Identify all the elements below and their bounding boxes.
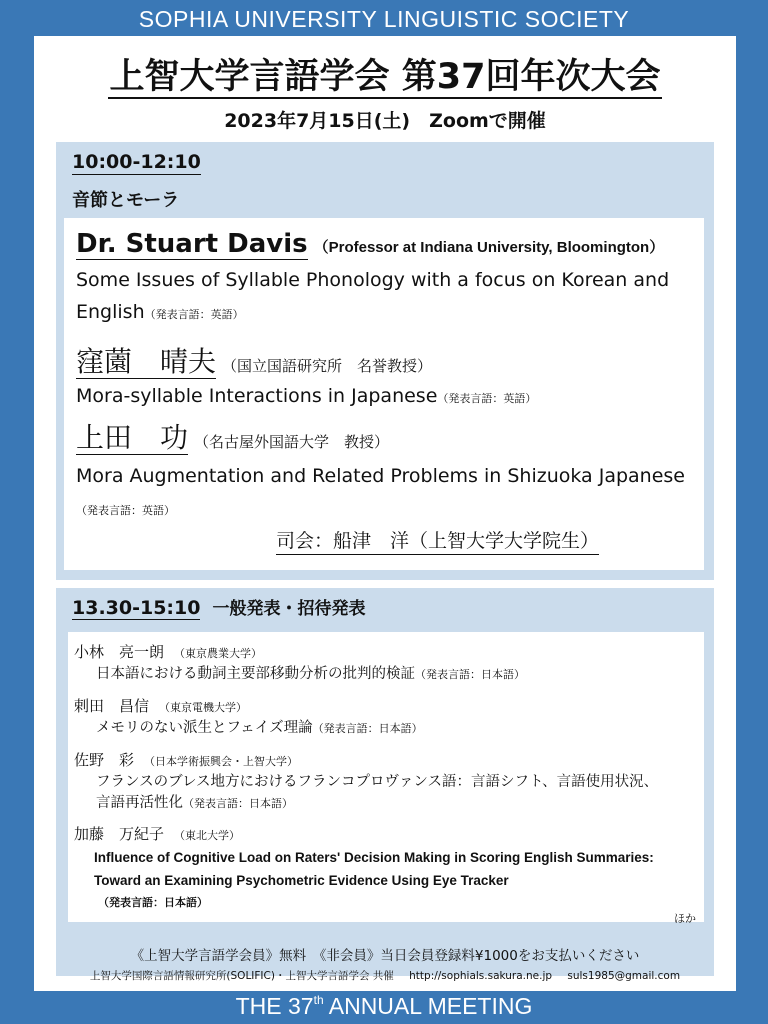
speaker-name: Dr. Stuart Davis <box>76 229 308 259</box>
presenter-name: 剌田 昌信 <box>74 697 150 715</box>
presentation-title: 日本語における動詞主要部移動分析の批判的検証（発表言語：日本語） <box>96 666 525 682</box>
session-theme: 音節とモーラ <box>72 190 180 211</box>
speaker-affiliation: （Professor at Indiana University, Bloomington） <box>313 239 665 256</box>
speaker-2 <box>76 346 432 378</box>
presentation-title: メモリのない派生とフェイズ理論（発表言語：日本語） <box>96 720 423 736</box>
credit-line <box>34 968 736 983</box>
presenter-affiliation: （東京農業大学） <box>174 647 263 660</box>
session-chair: 司会：船津 洋（上智大学大学院生） <box>276 528 599 555</box>
talk-language: （発表言語：英語） <box>144 308 244 321</box>
session-time: 13.30-15:10 一般発表・招待発表 <box>72 597 366 619</box>
morning-session <box>56 142 714 580</box>
speaker-3 <box>76 422 389 454</box>
poster-sheet <box>34 36 736 991</box>
talk-language: （発表言語：英語） <box>76 504 175 517</box>
presentation-language: （発表言語：日本語） <box>98 896 208 909</box>
presenter-affiliation: （日本学術振興会・上智大学） <box>144 755 299 768</box>
presentation-3 <box>74 750 696 814</box>
talk-title: Mora Augmentation and Related Problems in Shizuoka Japanese（発表言語：英語） <box>76 465 685 517</box>
presenter-affiliation: （東北大学） <box>174 829 241 842</box>
presentation-title: フランスのブレス地方におけるフランコプロヴァンス語：言語シフト、言語使用状況、言語再活性化（発表言語：日本語） <box>96 774 659 811</box>
presenter-name: 加藤 万紀子 <box>74 825 165 843</box>
fee-notice: 《上智大学言語学会員》無料 《非会員》当日会員登録料¥1000をお支払いください <box>130 948 640 964</box>
others-note: ほか <box>674 912 696 925</box>
talk-title: Mora-syllable Interactions in Japanese（発表言語：英語） <box>76 385 537 407</box>
presentation-4 <box>74 824 696 913</box>
presentation-2 <box>74 696 696 739</box>
presenter-name: 小林 亮一朗 <box>74 643 165 661</box>
presentation-box <box>68 632 704 925</box>
presenter-affiliation: （東京電機大学） <box>159 701 248 714</box>
presentation-title: Influence of Cognitive Load on Raters' Decision Making in Scoring English Summaries: Toward an Examining Psychometric Evidence Using Eye Tracker <box>94 850 654 888</box>
speaker-affiliation: （名古屋外国語大学 教授） <box>194 433 390 451</box>
talk-language: （発表言語：英語） <box>437 392 537 405</box>
event-date: 2023年7月15日(土) Zoomで開催 <box>224 110 546 132</box>
afternoon-session <box>56 588 714 976</box>
organizers: 上智大学国際言語情報研究所(SOLIFIC)・上智大学言語学会 共催 <box>89 970 394 982</box>
presentation-1 <box>74 642 696 685</box>
speaker-1 <box>76 228 664 260</box>
speaker-name: 窪薗 晴夫 <box>76 345 217 378</box>
event-title: 上智大学言語学会 第37回年次大会 <box>109 57 661 97</box>
speaker-box <box>64 218 704 570</box>
annual-meeting-banner: THE 37th ANNUAL MEETING <box>235 993 533 1019</box>
talk-title: Some Issues of Syllable Phonology with a focus on Korean and English（発表言語：英語） <box>76 269 670 323</box>
society-banner: SOPHIA UNIVERSITY LINGUISTIC SOCIETY <box>138 6 630 32</box>
email-link[interactable]: suls1985@gmail.com <box>567 970 681 982</box>
speaker-affiliation: （国立国語研究所 名誉教授） <box>222 357 433 375</box>
presenter-name: 佐野 彩 <box>74 751 135 769</box>
speaker-name: 上田 功 <box>76 421 189 454</box>
website-link[interactable]: http://sophials.sakura.ne.jp <box>409 970 553 982</box>
session-label: 一般発表・招待発表 <box>212 599 366 619</box>
session-time: 10:00-12:10 <box>72 151 201 173</box>
